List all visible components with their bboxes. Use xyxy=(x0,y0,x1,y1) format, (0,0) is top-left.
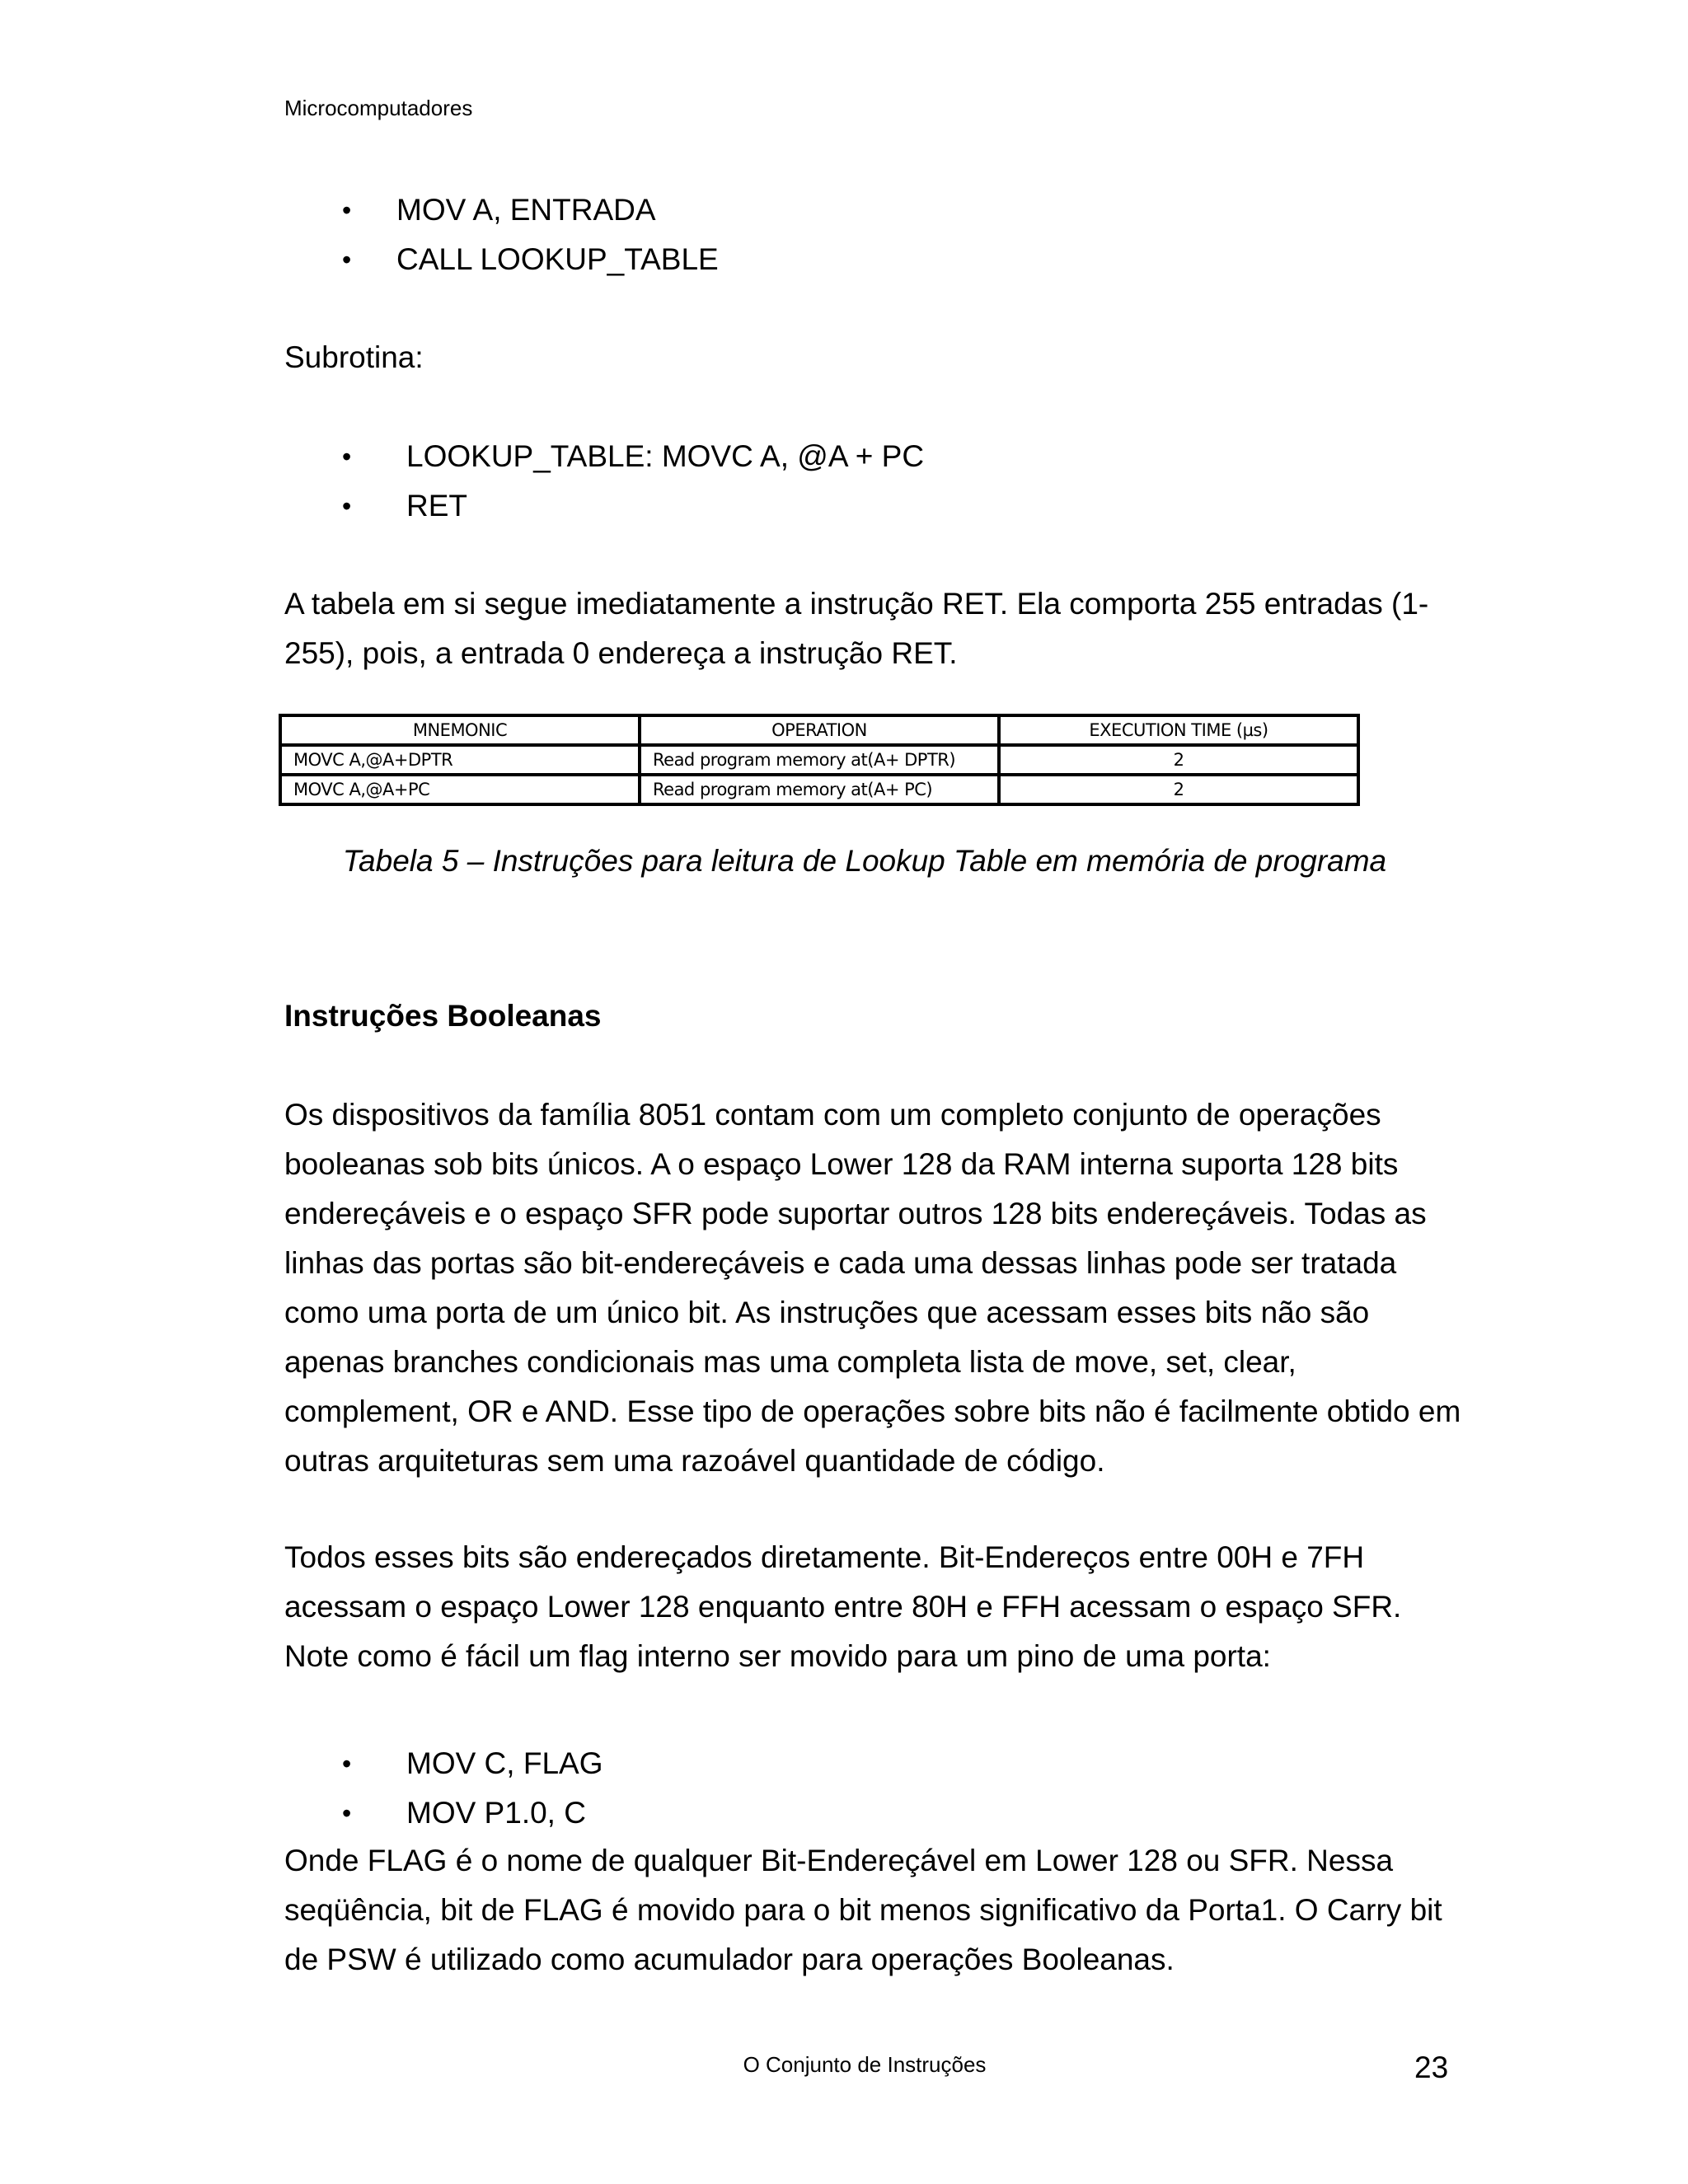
list-item-text: LOOKUP_TABLE: MOVC A, @A + PC xyxy=(406,439,925,473)
instruction-table xyxy=(279,714,1360,806)
paragraph-line: apenas branches condicionais mas uma completa lista de move, set, clear, xyxy=(284,1345,1296,1379)
bullet-icon: • xyxy=(342,245,352,274)
paragraph-line: Os dispositivos da família 8051 contam com um completo conjunto de operações xyxy=(284,1098,1381,1132)
mnemonic-cell: MOVC A,@A+PC xyxy=(280,775,640,804)
operation-cell: Read program memory at(A+ PC) xyxy=(640,775,999,804)
address-paragraph xyxy=(284,1533,1401,1681)
boolean-paragraph xyxy=(284,1090,1461,1486)
paragraph-line: acessam o espaço Lower 128 enquanto entre 80H e FFH acessam o espaço SFR. xyxy=(284,1590,1402,1624)
paragraph-line: linhas das portas são bit-endereçáveis e cada uma dessas linhas pode ser tratada xyxy=(284,1246,1397,1280)
column-header-operation: OPERATION xyxy=(640,715,999,745)
paragraph-line: outras arquiteturas sem uma razoável quantidade de código. xyxy=(284,1444,1105,1478)
paragraph-line: complement, OR e AND. Esse tipo de operações sobre bits não é facilmente obtido em xyxy=(284,1394,1461,1428)
execution-time-cell: 2 xyxy=(999,775,1358,804)
table-caption: Tabela 5 – Instruções para leitura de Lookup Table em memória de programa xyxy=(342,844,1387,878)
paragraph-line: de PSW é utilizado como acumulador para operações Booleanas. xyxy=(284,1943,1175,1976)
mnemonic-cell: MOVC A,@A+DPTR xyxy=(280,745,640,775)
table-header-row xyxy=(280,715,1358,745)
instruction-table-container xyxy=(279,714,1357,806)
footer-chapter-title: O Conjunto de Instruções xyxy=(743,2052,987,2077)
page-number: 23 xyxy=(1414,2050,1449,2084)
column-header-execution-time: EXECUTION TIME (µs) xyxy=(999,715,1358,745)
table-row xyxy=(280,745,1358,775)
paragraph-line: booleanas sob bits únicos. A o espaço Lower 128 da RAM interna suporta 128 bits xyxy=(284,1147,1399,1181)
paragraph-line: seqüência, bit de FLAG é movido para o bit menos significativo da Porta1. O Carry bit xyxy=(284,1893,1442,1927)
operation-cell: Read program memory at(A+ DPTR) xyxy=(640,745,999,775)
paragraph-line: endereçáveis e o espaço SFR pode suportar outros 128 bits endereçáveis. Todas as xyxy=(284,1197,1427,1230)
bullet-icon: • xyxy=(342,442,352,471)
paragraph-line: Onde FLAG é o nome de qualquer Bit-Endereçável em Lower 128 ou SFR. Nessa xyxy=(284,1844,1394,1877)
page-header: Microcomputadores xyxy=(284,96,473,120)
section-title: Instruções Booleanas xyxy=(284,999,602,1033)
flag-paragraph xyxy=(284,1836,1442,1985)
bullet-icon: • xyxy=(342,491,352,521)
paragraph-line: Todos esses bits são endereçados diretamente. Bit-Endereços entre 00H e 7FH xyxy=(284,1540,1365,1574)
paragraph-line: 255), pois, a entrada 0 endereça a instrução RET. xyxy=(284,636,958,670)
list-item-text: CALL LOOKUP_TABLE xyxy=(396,242,719,276)
bullet-icon: • xyxy=(342,1749,352,1779)
bullet-icon: • xyxy=(342,195,352,225)
table-row xyxy=(280,775,1358,804)
list-item-text: MOV P1.0, C xyxy=(406,1796,586,1830)
list-item-text: MOV A, ENTRADA xyxy=(396,193,656,227)
subroutine-label: Subrotina: xyxy=(284,340,424,374)
list-item-text: MOV C, FLAG xyxy=(406,1746,603,1780)
paragraph-line: A tabela em si segue imediatamente a instrução RET. Ela comporta 255 entradas (1- xyxy=(284,587,1429,621)
list-item-text: RET xyxy=(406,489,467,523)
paragraph-line: como uma porta de um único bit. As instruções que acessam esses bits não são xyxy=(284,1296,1370,1329)
bullet-icon: • xyxy=(342,1798,352,1828)
column-header-mnemonic: MNEMONIC xyxy=(280,715,640,745)
paragraph-line: Note como é fácil um flag interno ser movido para um pino de uma porta: xyxy=(284,1639,1271,1673)
table-intro-paragraph xyxy=(284,579,1428,678)
execution-time-cell: 2 xyxy=(999,745,1358,775)
